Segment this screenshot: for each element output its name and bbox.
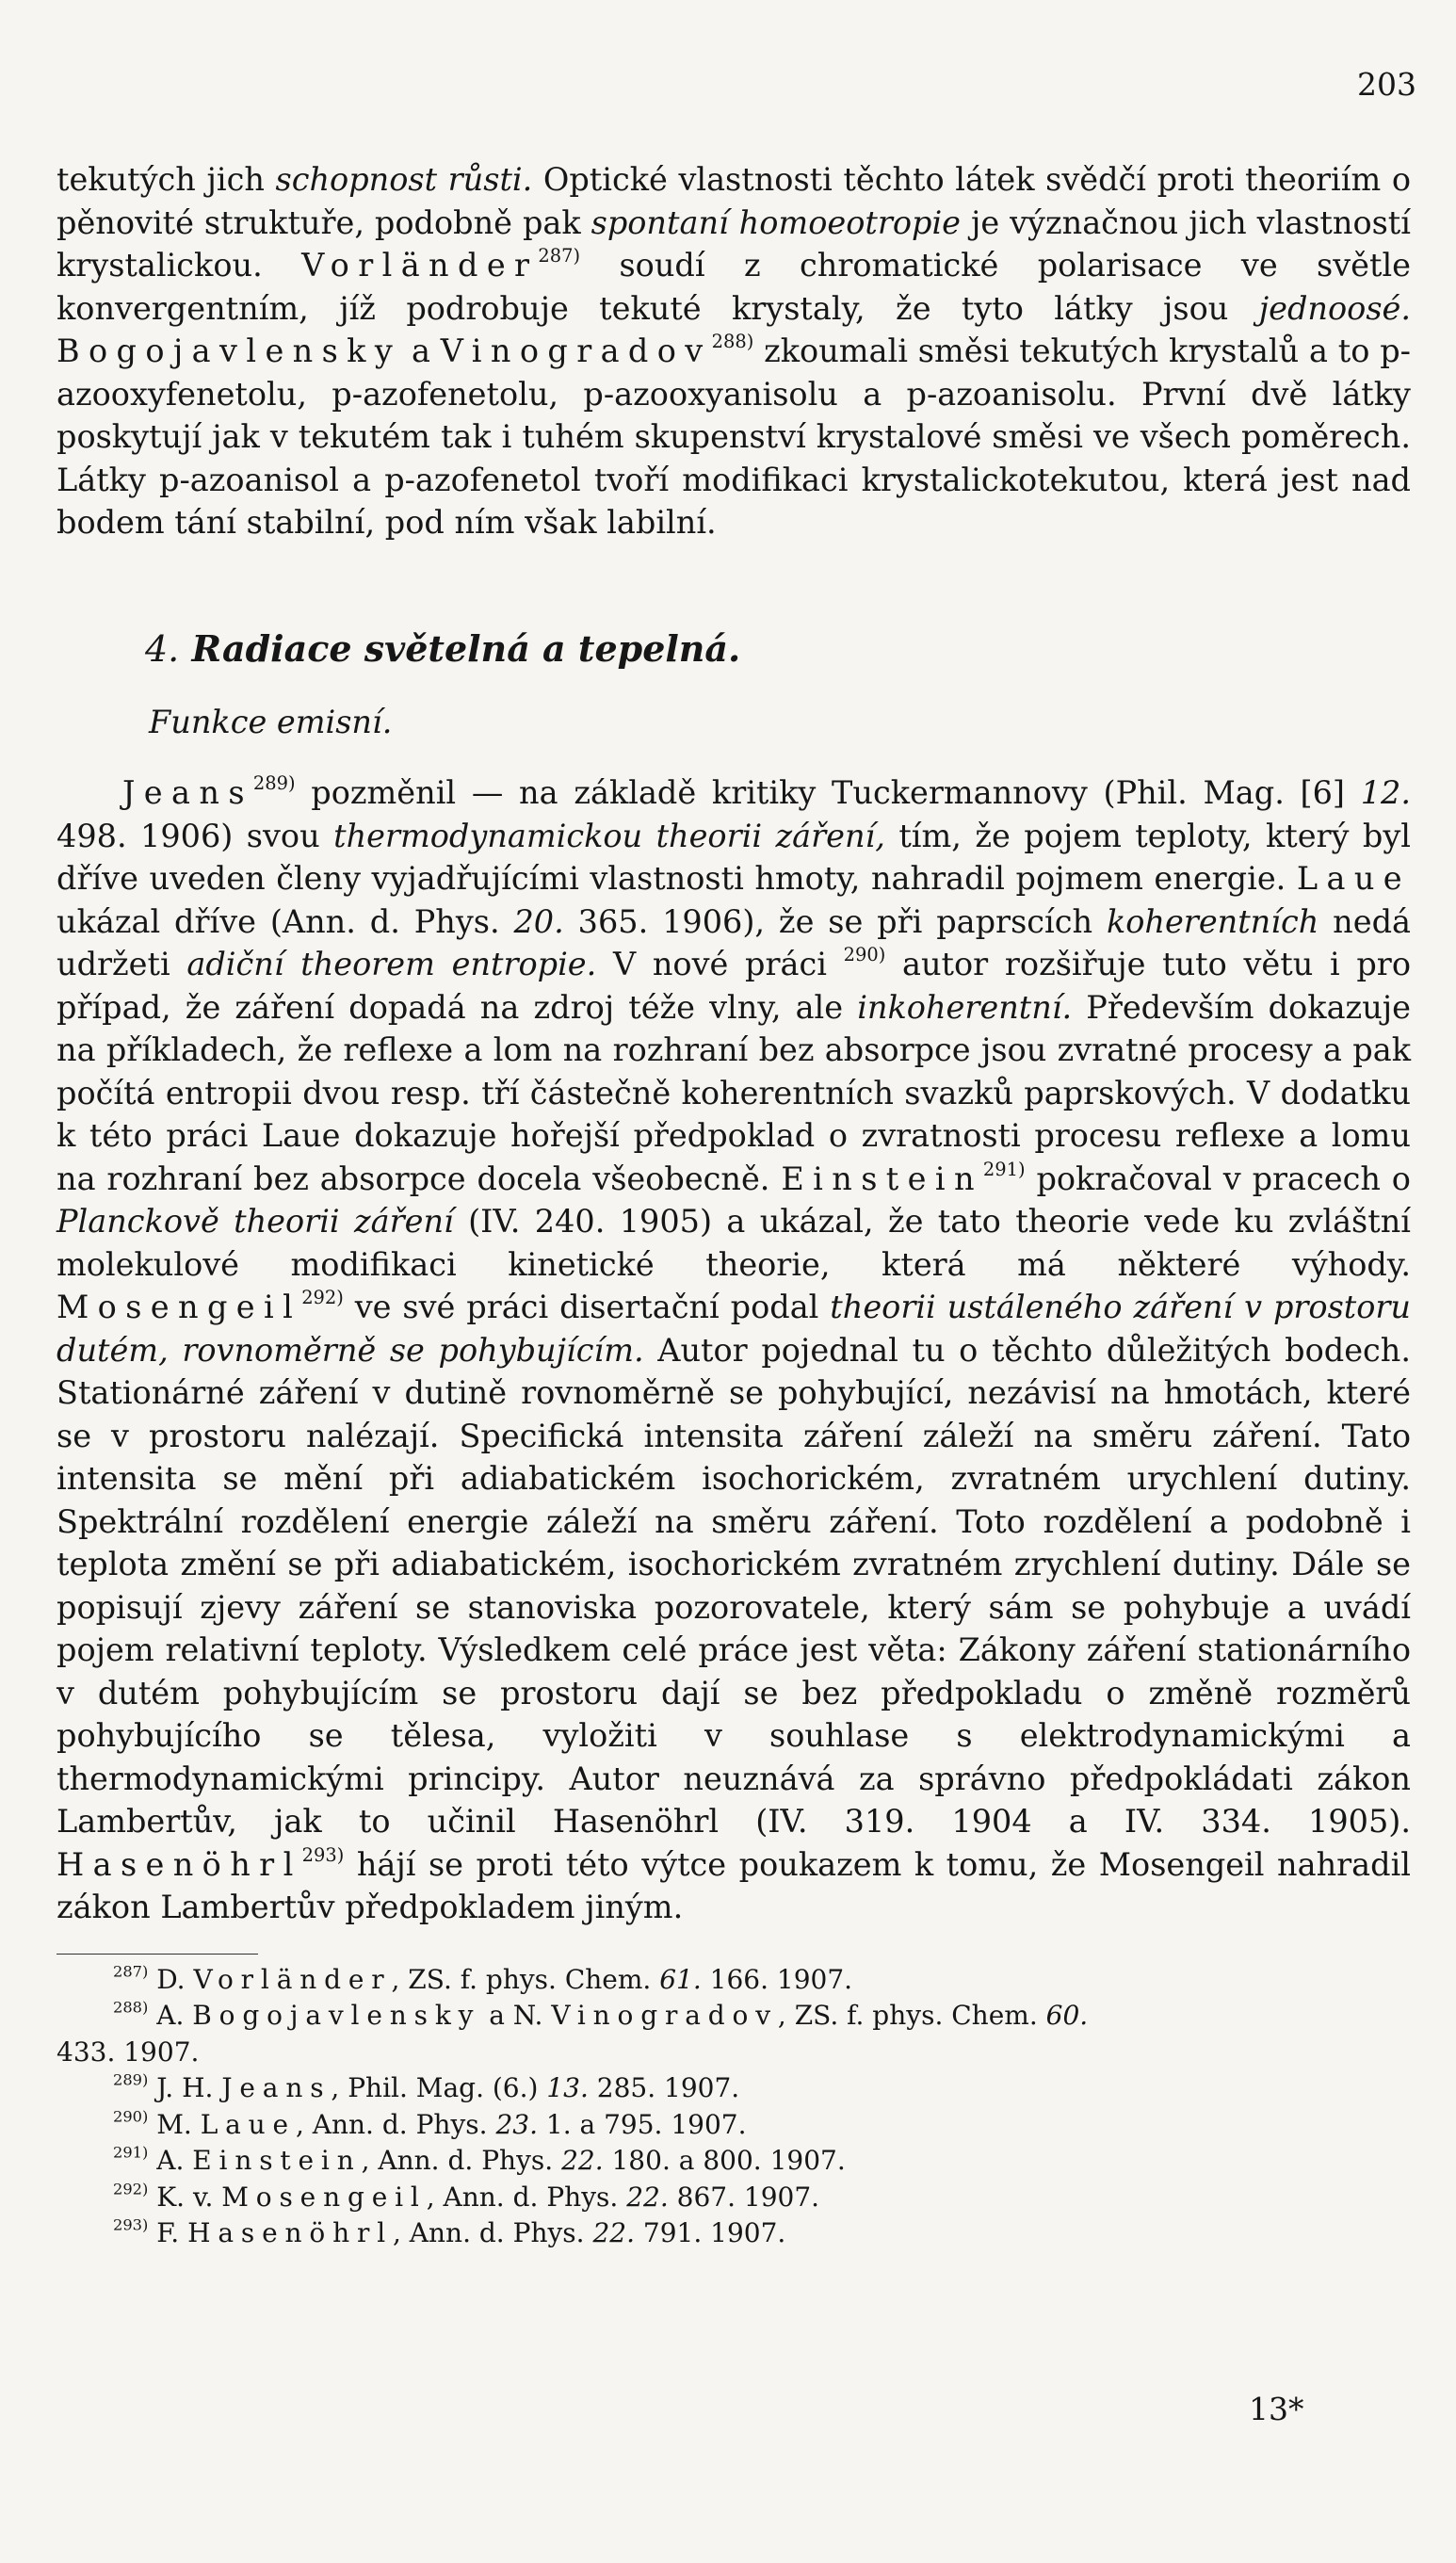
- footnote-ref: 291): [982, 1158, 1026, 1180]
- author-name: Hasenöhrl: [187, 2217, 393, 2248]
- italic-term: schopnost růsti.: [275, 161, 533, 198]
- footnote-293: [57, 2215, 1411, 2252]
- author-name: Vinogradov: [551, 2000, 778, 2031]
- text-run: 867. 1907.: [668, 2181, 820, 2213]
- footnote-287: [57, 1962, 1411, 1999]
- author-name: Mosengeil: [57, 1289, 302, 1325]
- paragraph-radiation: [57, 771, 1411, 1929]
- volume-number: 22.: [592, 2217, 635, 2248]
- text-run: 1. a 795. 1907.: [537, 2108, 747, 2140]
- footnote-ref: 290): [843, 943, 886, 965]
- text-run: 365. 1906), že se při paprscích: [563, 902, 1107, 940]
- italic-term: inkoherentní.: [857, 988, 1073, 1026]
- author-name: Einstein: [781, 1160, 983, 1197]
- footnote-290: [57, 2107, 1411, 2144]
- text-run: , ZS. f. phys. Chem.: [391, 1963, 660, 1995]
- volume-number: 23.: [495, 2108, 538, 2140]
- text-run: , Ann. d. Phys.: [361, 2145, 562, 2176]
- text-run: Autor pojednal tu o těchto důležitých bodech. Stationárné záření v dutině rovnoměrně se pohybující, nezávisí na hmotách, které se v prostoru nalézají. Specifická intensita záření záleží na směru záření. Tato intensita se mění při adiabatickém isochorickém, zvratném urychlení dutiny. Spektrální rozdělení energie záleží na směru záření. Toto rozdělení a podobně i teplota změní se při adiabatickém, isochorickém zvratném zrychlení dutiny. Dále se popisují zjevy záření se stanoviska pozorovatele, který sám se pohybuje a uvádí pojem relativní teploty. Výsledkem celé práce jest věta: Zákony záření stationárního v dutém pohybujícím se prostoru dají se bez předpokladu o změně rozměrů pohybujícího se tělesa, vyložiti v souhlase s elektrodynamickými a thermodynamickými principy. Autor neuznává za správno předpokládati zákon Lambertův, jak to učinil Hasenöhrl (IV. 319. 1904 a IV. 334. 1905).: [57, 1331, 1412, 1840]
- text-run: M.: [148, 2108, 201, 2140]
- footnote-mark: 287): [113, 1961, 149, 1980]
- text-run: 791. 1907.: [635, 2217, 786, 2248]
- text-run: A.: [148, 2145, 193, 2176]
- footnote-mark: 290): [113, 2106, 149, 2125]
- author-name: Laue: [200, 2108, 296, 2140]
- volume-number: 22.: [561, 2145, 604, 2176]
- volume-number: 61.: [659, 1963, 702, 1995]
- text-run: 166. 1907.: [701, 1963, 853, 1995]
- author-name: Jeans: [221, 2072, 332, 2103]
- author-name: Bogojavlensky: [192, 2000, 481, 2031]
- text-run: K. v.: [148, 2181, 222, 2213]
- text-run: , ZS. f. phys. Chem.: [777, 2000, 1046, 2031]
- text-run: je význačnou jich vlastností krystalickou.: [57, 203, 1411, 284]
- section-number: 4.: [145, 627, 180, 670]
- text-run: V nové práci: [596, 946, 844, 982]
- text-run: A.: [148, 2000, 193, 2031]
- italic-term: thermodynamickou theorii záření,: [333, 817, 885, 854]
- italic-term: theorii ustáleného záření v prostoru dutém, rovnoměrně se pohybujícím.: [57, 1289, 1411, 1369]
- author-name: Einstein: [192, 2145, 362, 2176]
- author-name: Vorländer: [301, 247, 539, 284]
- text-run: F.: [148, 2217, 188, 2248]
- author-name: Vorländer: [193, 1963, 392, 1995]
- italic-term: jednoosé.: [1258, 289, 1411, 327]
- text-run: a: [401, 333, 441, 369]
- text-run: hájí se proti této výtce poukazem k tomu, že Mosengeil nahradil zákon Lambertův předpokladem jiným.: [57, 1845, 1411, 1925]
- text-run: pokračoval v pracech o: [1025, 1160, 1411, 1197]
- text-run: D.: [148, 1963, 194, 1995]
- text-run: J. H.: [148, 2072, 222, 2103]
- author-name: Laue: [1296, 860, 1411, 897]
- author-name: Vinogradov: [440, 333, 712, 369]
- footnote-289: [57, 2070, 1411, 2107]
- author-name: Mosengeil: [221, 2181, 427, 2213]
- text-run: pozměnil — na základě kritiky Tuckermannovy (Phil. Mag. [6]: [295, 774, 1361, 811]
- text-run: Optické vlastnosti těchto látek svědčí proti theoriím o pěnovité struktuře, podobně pak: [57, 161, 1412, 241]
- volume-number: 13.: [546, 2072, 589, 2103]
- text-run: 180. a 800. 1907.: [603, 2145, 846, 2176]
- text-run: soudí z chromatické polarisace ve světle konvergentním, jíž podrobuje tekuté krystaly, že tyto látky jsou: [57, 247, 1411, 327]
- footnote-mark: 288): [113, 1998, 149, 2017]
- page-number: 203: [1357, 66, 1416, 103]
- text-run: zkoumali směsi tekutých krystalů a to p-azooxyfenetolu, p-azofenetolu, p-azooxyanisolu a p-azoanisolu. První dvě látky poskytují jak v tekutém tak i tuhém skupenství krystalové směsi ve všech poměrech. Látky p-azoanisol a p-azofenetol tvoří modifikaci krystalickotekutou, která jest nad bodem tání stabilní, pod ním však labilní.: [57, 333, 1411, 541]
- text-run: tím, že pojem teploty, který byl dříve uveden členy vyjadřujícími vlastnosti hmoty, nahradil pojmem energie.: [57, 817, 1411, 897]
- text-run: , Phil. Mag. (6.): [331, 2072, 547, 2103]
- text-run: 498. 1906) svou: [57, 817, 334, 854]
- section-heading: [57, 625, 1411, 673]
- text-run: a N.: [480, 2000, 552, 2031]
- author-name: Jeans: [122, 774, 253, 811]
- author-name: Bogojavlensky: [57, 333, 402, 369]
- text-run: tekutých jich: [57, 161, 276, 198]
- footnote-mark: 293): [113, 2215, 149, 2234]
- text-run: ukázal dříve (Ann. d. Phys.: [57, 902, 514, 940]
- body-text: [57, 158, 1411, 2252]
- text-run: 285. 1907.: [588, 2072, 740, 2103]
- footnote-288-continued: 433. 1907.: [57, 2036, 200, 2068]
- footnote-ref: 293): [301, 1843, 345, 1866]
- volume-number: 60.: [1045, 2000, 1089, 2031]
- footnote-291: [57, 2143, 1411, 2180]
- text-run: nedá udržeti: [57, 902, 1411, 982]
- volume-number: 12.: [1360, 774, 1411, 811]
- text-run: ve své práci disertační podal: [343, 1289, 831, 1325]
- footnote-mark: 292): [113, 2179, 149, 2198]
- text-run: Především dokazuje na příkladech, že reflexe a lom na rozhraní bez absorpce jsou zvratné procesy a pak počítá entropii dvou resp. tří částečně koherentních svazků paprskových. V dodatku k této práci Laue dokazuje hořejší předpoklad o zvratnosti procesu reflexe a lomu na rozhraní bez absorpce docela všeobecně.: [57, 988, 1411, 1197]
- author-name: Hasenöhrl: [57, 1845, 302, 1883]
- footnote-mark: 289): [113, 2070, 149, 2089]
- footnote-mark: 291): [113, 2143, 149, 2162]
- paragraph-liquid-crystals: [57, 158, 1411, 544]
- text-run: autor rozšiřuje tuto větu i pro případ, že záření dopadá na zdroj téže vlny, ale: [57, 946, 1411, 1026]
- footnote-divider: [57, 1954, 258, 1955]
- text-run: , Ann. d. Phys.: [295, 2108, 496, 2140]
- footnote-ref: 288): [711, 330, 754, 352]
- section-subheading: Funkce emisní.: [149, 703, 393, 740]
- footnote-292: [57, 2180, 1411, 2216]
- footnote-288: [57, 1998, 1411, 2035]
- text-run: , Ann. d. Phys.: [392, 2217, 593, 2248]
- volume-number: 22.: [626, 2181, 669, 2213]
- section-title: Radiace světelná a tepelná.: [191, 626, 741, 670]
- footnote-ref: 289): [252, 771, 296, 794]
- footnotes: [57, 1962, 1411, 2252]
- footnote-ref: 292): [301, 1286, 344, 1308]
- text-run: , Ann. d. Phys.: [426, 2181, 627, 2213]
- volume-number: 20.: [513, 902, 564, 940]
- italic-term: Planckově theorii záření: [57, 1203, 454, 1240]
- text-run: (IV. 240. 1905) a ukázal, že tato theorie vede ku zvláštní molekulové modifikaci kinetické theorie, která má některé výhody.: [57, 1203, 1411, 1283]
- italic-term: spontaní homoeotropie: [590, 203, 961, 241]
- italic-term: adiční theorem entropie.: [186, 946, 597, 982]
- signature-mark: 13*: [1249, 2391, 1304, 2427]
- footnote-ref: 287): [538, 244, 581, 267]
- italic-term: koherentních: [1106, 902, 1319, 940]
